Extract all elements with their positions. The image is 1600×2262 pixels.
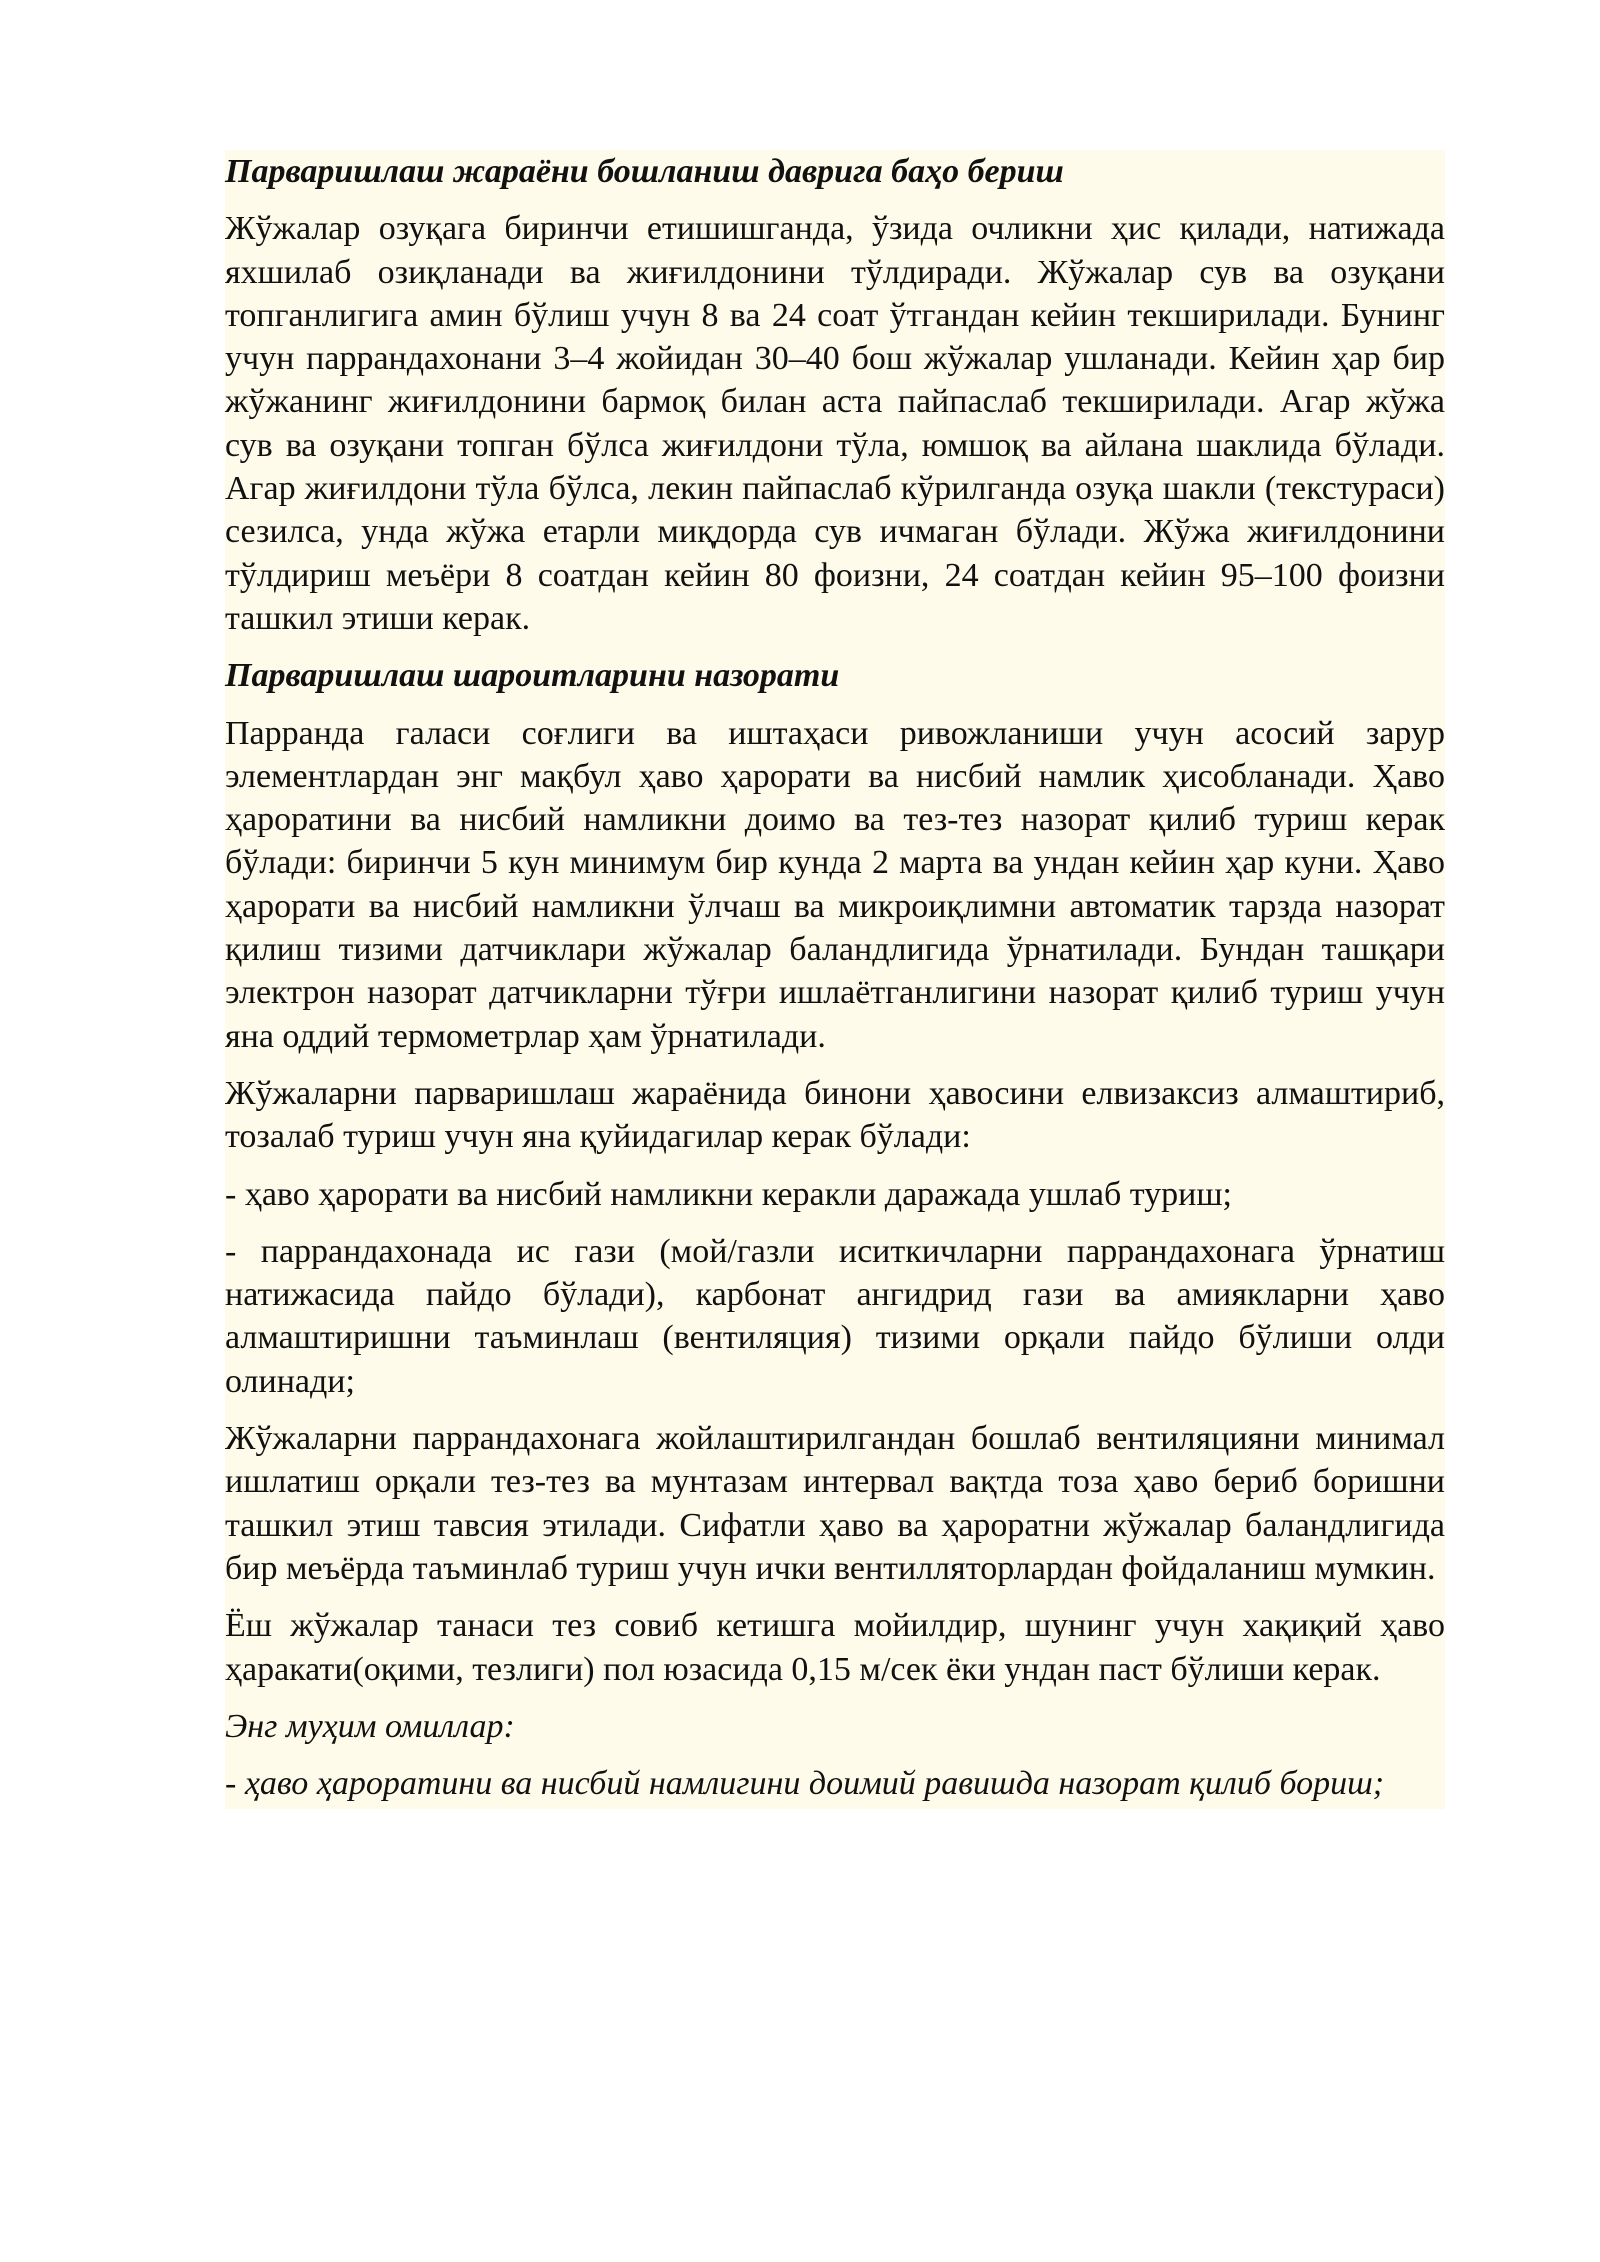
paragraph-ventilation-intro: Жўжаларни парваришлаш жараёнида бинони ҳавосини елвизаксиз алмаштириб, тозалаб туриш учун яна қуйидагилар керак бўлади: <box>225 1074 1445 1156</box>
list-item-gas-prevention: - паррандахонада ис гази (мой/газли иситкичларни паррандахонага ўрнатиш натижасида пайдо бўлади), карбонат ангидрид гази ва амиякларни ҳаво алмаштиришни таъминлаш (вентиляция) тизими орқали пайдо бўлиши олди олинади; <box>225 1232 1445 1400</box>
section-heading-conditions-control: Парваришлаш шароитларини назорати <box>225 657 840 695</box>
subheading-key-factors: Энг муҳим омиллар: <box>225 1707 515 1745</box>
paragraph-crop-fill-check: Жўжалар озуқага биринчи етишишганда, ўзида очликни ҳис қилади, натижада яхшилаб озиқланади ва жиғилдонини тўлдиради. Жўжалар сув ва озуқани топганлигига амин бўлиш учун 8 ва 24 соат ўтгандан кейин текширилади. Бунинг учун паррандахонани 3–4 жойидан 30–40 бош жўжалар ушланади. Кейин ҳар бир жўжанинг жиғилдонини бармоқ билан аста пайпаслаб текширилади. Агар жўжа сув ва озуқани топган бўлса жиғилдони тўла, юмшоқ ва айлана шаклида бўлади. Агар жиғилдони тўла бўлса, лекин пайпаслаб кўрилганда озуқа шакли (текстураси) сезилса, унда жўжа етарли миқдорда сув ичмаган бўлади. Жўжа жиғилдонини тўлдириш меъёри 8 соатдан кейин 80 фоизни, 24 соатдан кейин 95–100 фоизни ташкил этиши керак. <box>225 210 1445 637</box>
list-item-monitor-conditions: - ҳаво ҳароратини ва нисбий намлигини доимий равишда назорат қилиб бориш; <box>225 1765 1385 1803</box>
document-body <box>225 150 1445 1809</box>
paragraph-minimum-ventilation: Жўжаларни паррандахонага жойлаштирилгандан бошлаб вентиляцияни минимал ишлатиш орқали тез-тез ва мунтазам интервал вақтда тоза ҳаво бериб боришни ташкил этиш тавсия этилади. Сифатли ҳаво ва ҳароратни жўжалар баландлигида бир меъёрда таъминлаб туриш учун ички вентилляторлардан фойдаланиш мумкин. <box>225 1420 1445 1587</box>
paragraph-temperature-humidity: Парранда галаси соғлиги ва иштаҳаси ривожланиши учун асосий зарур элементлардан энг мақбул ҳаво ҳарорати ва нисбий намлик ҳисобланади. Ҳаво ҳароратини ва нисбий намликни доимо ва тез-тез назорат қилиб туриш керак бўлади: биринчи 5 кун минимум бир кунда 2 марта ва ундан кейин ҳар куни. Ҳаво ҳарорати ва нисбий намликни ўлчаш ва микроиқлимни автоматик тарзда назорат қилиш тизими датчиклари жўжалар баландлигида ўрнатилади. Бундан ташқари электрон назорат датчикларни тўғри ишлаётганлигини назорат қилиб туриш учун яна оддий термометрлар ҳам ўрнатилади. <box>225 714 1445 1055</box>
list-item-keep-temperature: - ҳаво ҳарорати ва нисбий намликни керакли даражада ушлаб туриш; <box>225 1175 1233 1213</box>
paragraph-air-speed: Ёш жўжалар танаси тез совиб кетишга мойилдир, шунинг учун хақиқий ҳаво ҳаракати(оқими, тезлиги) пол юзасида 0,15 м/сек ёки ундан паст бўлиши керак. <box>225 1607 1445 1688</box>
section-heading-chick-assessment: Парваришлаш жараёни бошланиш даврига баҳо бериш <box>225 153 1064 190</box>
